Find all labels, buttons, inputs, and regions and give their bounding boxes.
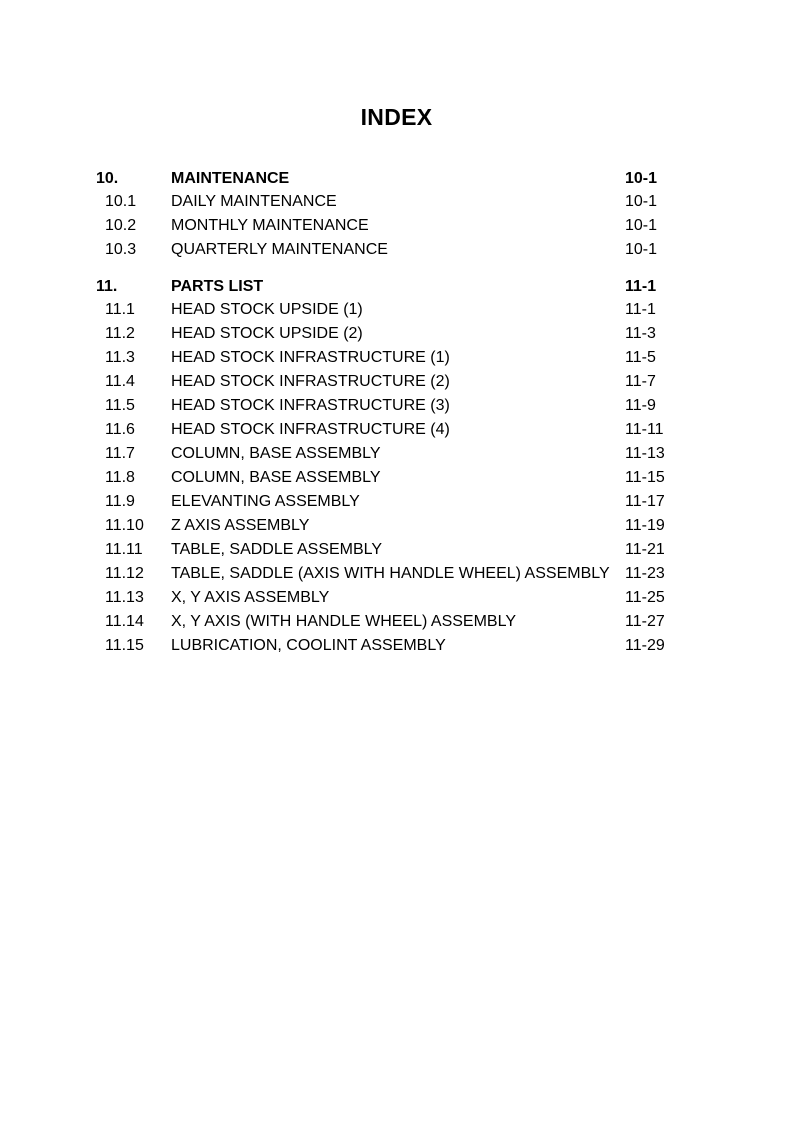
entry-title: TABLE, SADDLE ASSEMBLY (171, 541, 383, 558)
entry-title: LUBRICATION, COOLINT ASSEMBLY (171, 637, 446, 654)
entry-number: 11.4 (105, 373, 135, 390)
entry-number: 11.10 (105, 517, 144, 534)
toc-entry[interactable] (96, 634, 696, 658)
entry-number: 11.8 (105, 469, 135, 486)
entry-number: 10.3 (105, 241, 137, 258)
entry-title: QUARTERLY MAINTENANCE (171, 241, 388, 258)
toc-entry[interactable] (96, 346, 696, 370)
entry-page: 11-15 (625, 469, 665, 486)
entry-title: COLUMN, BASE ASSEMBLY (171, 445, 381, 462)
entry-title: MONTHLY MAINTENANCE (171, 217, 369, 234)
section-page: 10-1 (625, 170, 658, 187)
entry-title: HEAD STOCK INFRASTRUCTURE (2) (171, 373, 450, 390)
toc-entry[interactable] (96, 394, 696, 418)
entry-page: 11-11 (625, 421, 664, 438)
entry-page: 11-21 (625, 541, 665, 558)
page-title: INDEX (360, 104, 433, 130)
entry-number: 11.3 (105, 349, 135, 366)
entry-title: COLUMN, BASE ASSEMBLY (171, 469, 381, 486)
entry-number: 11.11 (105, 541, 143, 558)
toc-entry[interactable] (96, 238, 696, 262)
toc-entry[interactable] (96, 214, 696, 238)
toc-entry[interactable] (96, 322, 696, 346)
toc-entry[interactable] (96, 538, 696, 562)
entry-number: 11.5 (105, 397, 135, 414)
section-title: PARTS LIST (171, 278, 264, 295)
entry-title: HEAD STOCK INFRASTRUCTURE (4) (171, 421, 450, 438)
entry-title: DAILY MAINTENANCE (171, 193, 337, 210)
entry-number: 10.1 (105, 193, 137, 210)
entry-number: 11.7 (105, 445, 135, 462)
toc-entry[interactable] (96, 490, 696, 514)
section-number: 11. (96, 278, 118, 295)
entry-number: 11.14 (105, 613, 144, 630)
entry-title: HEAD STOCK INFRASTRUCTURE (1) (171, 349, 450, 366)
toc-section-maintenance (96, 168, 696, 262)
entry-number: 11.9 (105, 493, 135, 510)
entry-page: 11-13 (625, 445, 665, 462)
entry-page: 11-3 (625, 325, 656, 342)
entry-page: 10-1 (625, 193, 658, 210)
toc-entry[interactable] (96, 190, 696, 214)
entry-number: 10.2 (105, 217, 137, 234)
entry-number: 11.2 (105, 325, 135, 342)
toc-entry[interactable] (96, 466, 696, 490)
entry-page: 11-17 (625, 493, 665, 510)
entry-number: 11.6 (105, 421, 135, 438)
entry-title: X, Y AXIS (WITH HANDLE WHEEL) ASSEMBLY (171, 613, 516, 630)
toc-entry[interactable] (96, 562, 696, 586)
entry-page: 11-7 (625, 373, 656, 390)
toc-entry[interactable] (96, 298, 696, 322)
table-of-contents (96, 168, 696, 672)
toc-entry[interactable] (96, 514, 696, 538)
toc-entry[interactable] (96, 370, 696, 394)
entry-page: 11-23 (625, 565, 665, 582)
entry-number: 11.12 (105, 565, 144, 582)
entry-page: 11-5 (625, 349, 656, 366)
entry-number: 11.13 (105, 589, 144, 606)
toc-section-heading[interactable] (96, 276, 696, 298)
entry-page: 10-1 (625, 241, 658, 258)
entry-title: X, Y AXIS ASSEMBLY (171, 589, 330, 606)
toc-section-heading[interactable] (96, 168, 696, 190)
section-number: 10. (96, 170, 119, 187)
entry-title: HEAD STOCK UPSIDE (2) (171, 325, 363, 342)
toc-entry[interactable] (96, 586, 696, 610)
entry-page: 11-1 (625, 301, 656, 318)
entry-page: 11-29 (625, 637, 665, 654)
section-title: MAINTENANCE (171, 170, 290, 187)
entry-title: ELEVANTING ASSEMBLY (171, 493, 360, 510)
entry-number: 11.1 (105, 301, 135, 318)
entry-page: 11-19 (625, 517, 665, 534)
entry-page: 10-1 (625, 217, 658, 234)
entry-title: Z AXIS ASSEMBLY (171, 517, 310, 534)
toc-entry[interactable] (96, 418, 696, 442)
toc-section-parts-list (96, 276, 696, 658)
section-page: 11-1 (625, 278, 657, 295)
entry-page: 11-25 (625, 589, 665, 606)
entry-title: HEAD STOCK UPSIDE (1) (171, 301, 363, 318)
entry-title: TABLE, SADDLE (AXIS WITH HANDLE WHEEL) ASSEMBLY (171, 565, 610, 582)
entry-number: 11.15 (105, 637, 144, 654)
entry-page: 11-27 (625, 613, 665, 630)
toc-entry[interactable] (96, 610, 696, 634)
entry-title: HEAD STOCK INFRASTRUCTURE (3) (171, 397, 450, 414)
entry-page: 11-9 (625, 397, 656, 414)
toc-entry[interactable] (96, 442, 696, 466)
